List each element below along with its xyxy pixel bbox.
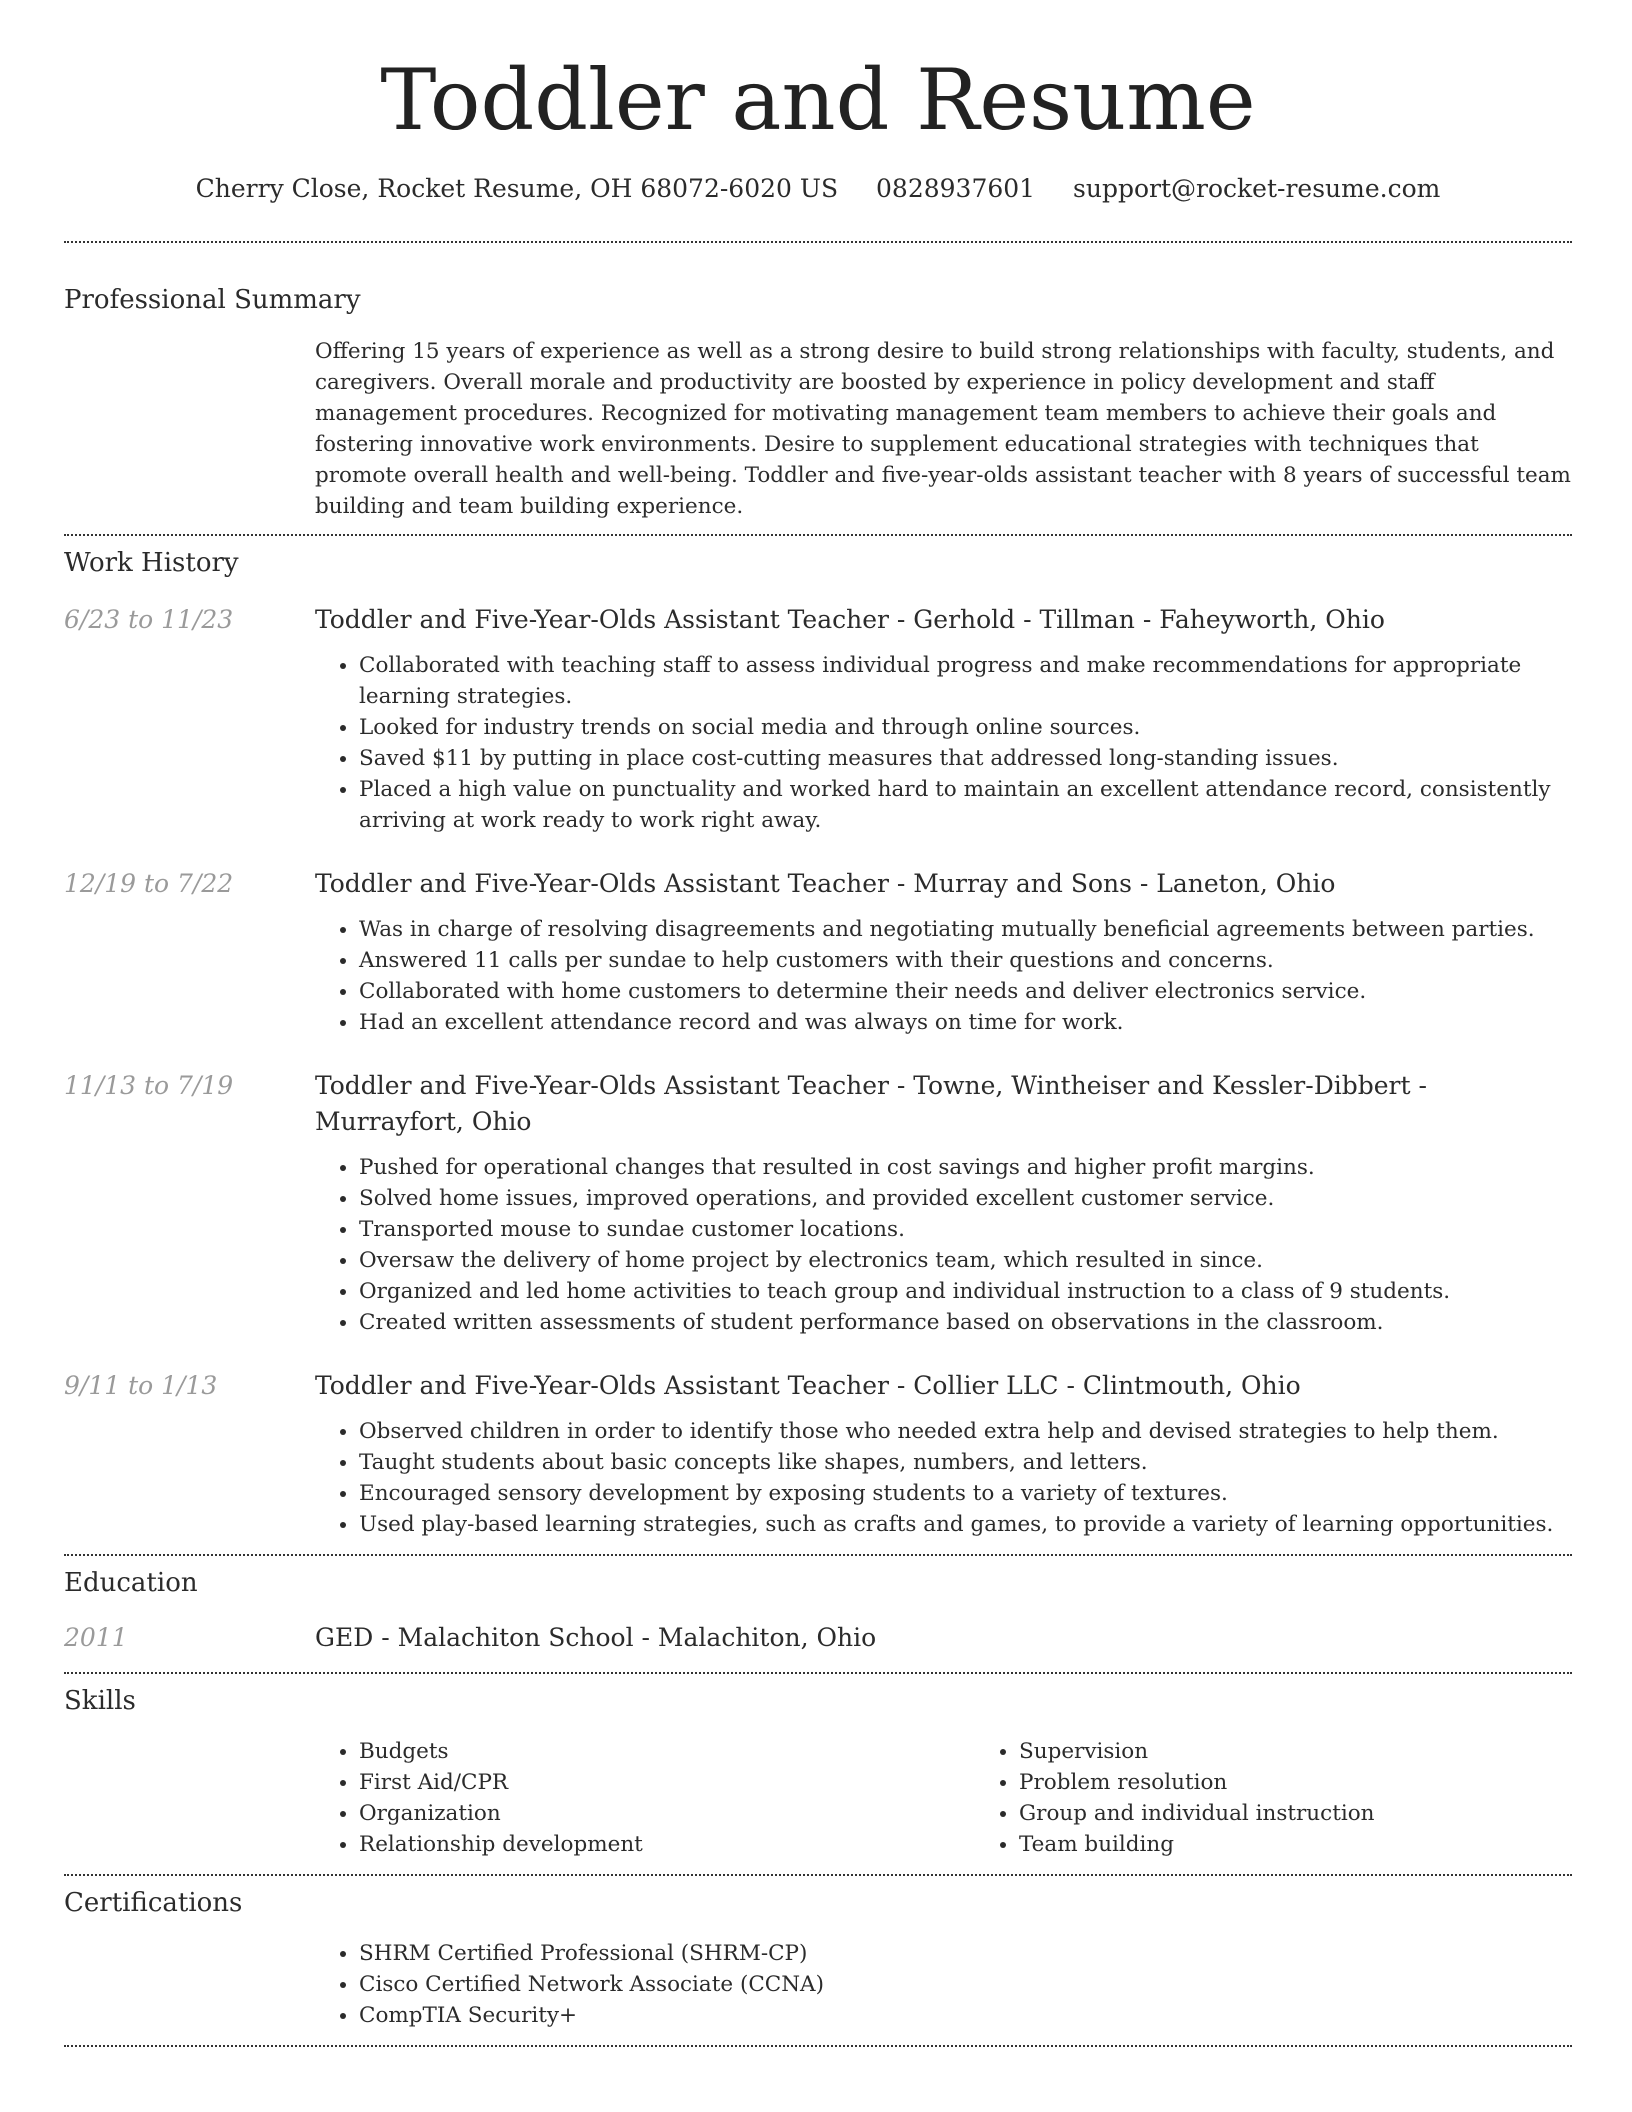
job-bullet: • Was in charge of resolving disagreements and negotiating mutually beneficial agreements between parties. <box>359 914 1572 945</box>
job-bullet: • Answered 11 calls per sundae to help customers with their questions and concerns. <box>359 945 1572 976</box>
job-details <box>315 602 1572 836</box>
job-bullets <box>315 1152 1572 1338</box>
job-bullet: • Collaborated with home customers to determine their needs and deliver electronics service. <box>359 976 1572 1007</box>
job-bullet: • Transported mouse to sundae customer locations. <box>359 1214 1572 1245</box>
divider <box>64 1672 1572 1674</box>
job-title: Toddler and Five-Year-Olds Assistant Teacher - Towne, Wintheiser and Kessler-Dibbert - Murrayfort, Ohio <box>315 1071 1427 1136</box>
job-bullet: • Created written assessments of student performance based on observations in the classroom. <box>359 1307 1572 1338</box>
education-year: 2011 <box>64 1623 128 1652</box>
certification-item: • Cisco Certified Network Associate (CCNA) <box>359 1969 1572 2000</box>
divider <box>64 241 1572 243</box>
skill-item: • Supervision <box>1019 1736 1632 1767</box>
job-bullet: • Encouraged sensory development by exposing students to a variety of textures. <box>359 1478 1572 1509</box>
job-details <box>315 1068 1572 1338</box>
job-dates: 12/19 to 7/22 <box>64 869 234 898</box>
certification-item: • SHRM Certified Professional (SHRM-CP) <box>359 1938 1572 1969</box>
job-title: Toddler and Five-Year-Olds Assistant Teacher - Gerhold - Tillman - Faheyworth, Ohio <box>315 605 1385 634</box>
job-title: Toddler and Five-Year-Olds Assistant Teacher - Murray and Sons - Laneton, Ohio <box>315 869 1336 898</box>
job-bullet: • Pushed for operational changes that resulted in cost savings and higher profit margins. <box>359 1152 1572 1183</box>
skill-item: • Budgets <box>359 1736 975 1767</box>
certifications-row <box>64 1938 1572 2031</box>
section-title-skills: Skills <box>64 1686 136 1716</box>
contact-phone: 0828937601 <box>876 174 1036 203</box>
job-dates: 11/13 to 7/19 <box>64 1071 234 1100</box>
job-bullets <box>315 650 1572 836</box>
divider <box>64 2045 1572 2047</box>
job-bullets <box>315 1416 1572 1540</box>
skill-item: • Group and individual instruction <box>1019 1798 1632 1829</box>
job-entry <box>64 1068 1572 1338</box>
section-title-certifications: Certifications <box>64 1888 243 1918</box>
section-title-work: Work History <box>64 548 239 578</box>
job-bullet: • Placed a high value on punctuality and worked hard to maintain an excellent attendance record, consistently arriving at work ready to work right away. <box>359 774 1572 836</box>
education-entry <box>64 1620 1572 1656</box>
contact-email: support@rocket-resume.com <box>1073 174 1441 203</box>
divider <box>64 1554 1572 1556</box>
contact-address: Cherry Close, Rocket Resume, OH 68072-6020 US <box>195 174 839 203</box>
job-details <box>315 1368 1572 1540</box>
skill-item: • Relationship development <box>359 1829 975 1860</box>
job-entry <box>64 1368 1572 1540</box>
divider <box>64 1874 1572 1876</box>
job-entry <box>64 866 1572 1038</box>
job-dates: 9/11 to 1/13 <box>64 1371 218 1400</box>
skill-item: • Organization <box>359 1798 975 1829</box>
skills-list-2 <box>975 1736 1632 1860</box>
job-bullet: • Had an excellent attendance record and was always on time for work. <box>359 1007 1572 1038</box>
job-bullet: • Taught students about basic concepts like shapes, numbers, and letters. <box>359 1447 1572 1478</box>
job-bullet: • Collaborated with teaching staff to assess individual progress and make recommendations for appropriate learning strategies. <box>359 650 1572 712</box>
summary-row <box>64 336 1572 522</box>
job-title: Toddler and Five-Year-Olds Assistant Teacher - Collier LLC - Clintmouth, Ohio <box>315 1371 1301 1400</box>
skill-item: • Problem resolution <box>1019 1767 1632 1798</box>
candidate-name: Toddler and Resume <box>380 51 1256 149</box>
job-bullets <box>315 914 1572 1038</box>
job-dates: 6/23 to 11/23 <box>64 605 234 634</box>
section-title-summary: Professional Summary <box>64 285 361 315</box>
divider <box>64 534 1572 536</box>
job-bullet: • Solved home issues, improved operations, and provided excellent customer service. <box>359 1183 1572 1214</box>
section-title-education: Education <box>64 1568 198 1598</box>
education-degree: GED - Malachiton School - Malachiton, Ohio <box>315 1623 877 1652</box>
job-bullet: • Used play-based learning strategies, such as crafts and games, to provide a variety of learning opportunities. <box>359 1509 1572 1540</box>
job-bullet: • Organized and led home activities to teach group and individual instruction to a class of 9 students. <box>359 1276 1572 1307</box>
contact-line <box>64 174 1572 203</box>
job-bullet: • Saved $11 by putting in place cost-cutting measures that addressed long-standing issues. <box>359 743 1572 774</box>
certification-item: • CompTIA Security+ <box>359 2000 1572 2031</box>
skills-row <box>64 1736 1572 1860</box>
certifications-list-wrap <box>315 1938 1572 2031</box>
skills-columns <box>315 1736 1632 1860</box>
summary-text: Offering 15 years of experience as well as a strong desire to build strong relationships with faculty, students, and caregivers. Overall morale and productivity are boosted by experience in policy development and staff management procedures. Recognized for motivating management team members to achieve their goals and fostering innovative work environments. Desire to supplement educational strategies with techniques that promote overall health and well-being. Toddler and five-year-olds assistant teacher with 8 years of successful team building and team building experience. <box>315 339 1571 519</box>
job-bullet: • Oversaw the delivery of home project by electronics team, which resulted in since. <box>359 1245 1572 1276</box>
job-bullet: • Looked for industry trends on social media and through online sources. <box>359 712 1572 743</box>
certifications-list <box>315 1938 1572 2031</box>
job-entry <box>64 602 1572 836</box>
job-details <box>315 866 1572 1038</box>
skills-list-1 <box>315 1736 975 1860</box>
skill-item: • Team building <box>1019 1829 1632 1860</box>
skill-item: • First Aid/CPR <box>359 1767 975 1798</box>
job-bullet: • Observed children in order to identify those who needed extra help and devised strategies to help them. <box>359 1416 1572 1447</box>
